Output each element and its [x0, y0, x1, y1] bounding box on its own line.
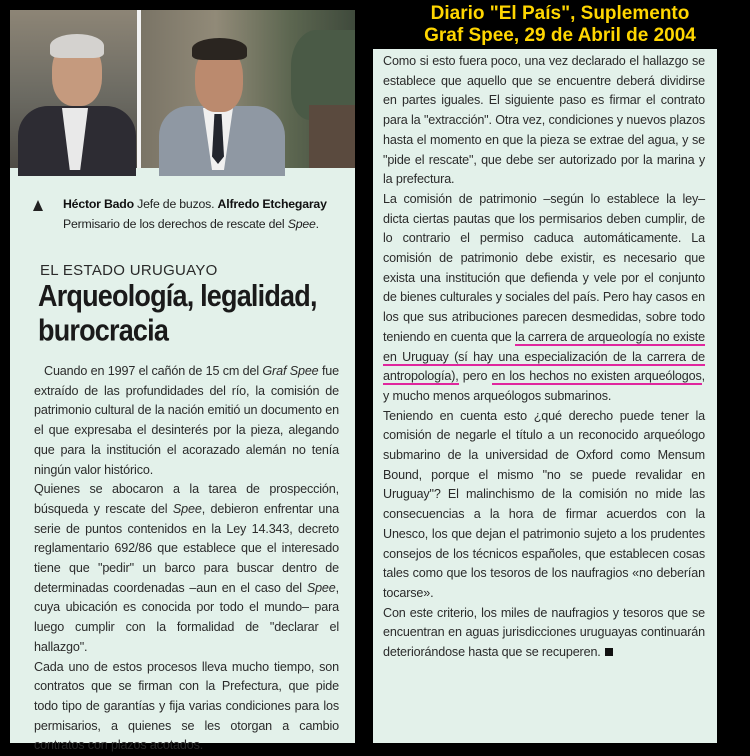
rp2-text-c: , y mucho menos arqueólogos submarinos. — [383, 369, 705, 403]
right-paragraph-1: Como si esto fuera poco, una vez declarado el hallazgo se establece que aquello que se encuentre deberá dividirse en partes iguales. El siguiente paso es firmar el contrato para la "extracción". Otra vez, condiciones y nuevos plazos hasta el momento en que la pieza se extrae del agua, y se "pide el rescate", que debe ser autorizado por la marina y la prefectura. — [383, 54, 705, 187]
caption-period: . — [315, 217, 319, 231]
p2-text-a: Quienes se abocaron a la tarea de prospección, búsqueda y rescate del — [34, 482, 339, 516]
p1-ship: Graf Spee — [262, 364, 319, 378]
caption-role-1: Jefe de buzos. — [137, 197, 215, 211]
left-column — [10, 10, 355, 753]
right-paragraph-4 — [383, 604, 705, 663]
caption-name-1: Héctor Bado — [63, 197, 134, 211]
source-header — [395, 3, 725, 47]
right-paragraph-3: Teniendo en cuenta esto ¿qué derecho puede tener la comisión de negarle el título a un reconocido arqueólogo submarino de la universidad de Oxford como Mensum Bound, porque el mismo "no se puede revalidar en Uruguay"? El malinchismo de la comisión no mide las consecuencias a la hora de firmar acuerdos con la Unesco, los que dejan el patrimonio sujeto a los prudentes consejos de los técnicos españoles, que establecen cosas tales como que los tesoros de los naufragios «no deberían tocarse». — [383, 408, 705, 600]
headline-line-2: burocracia — [38, 313, 169, 348]
p1-text-b: fue extraído de las profundidades del río, la comisión de patrimonio cultural de la nación emitió un documento en el que expresaba el desinterés por la pieza, alegando que para la institución el acorazado alemán no tenía ningún valor histórico. — [34, 364, 340, 477]
photo-two-men — [10, 10, 355, 168]
header-line-2: Graf Spee, 29 de Abril de 2004 — [424, 25, 696, 46]
header-line-1: Diario "El País", Suplemento — [430, 3, 690, 24]
photo-person-left — [10, 10, 137, 168]
caption-ship: Spee — [287, 217, 316, 231]
rp2-text-a: La comisión de patrimonio –según lo establece la ley– dicta ciertas pautas que los permisarios deben cumplir, de lo contrario el permiso caduca automáticamente. La comisión de patrimonio debe existir, es necesario que exista una institución que defienda y vele por el conjunto de bienes culturales y sociales del país. Pero hay casos en los que sus atribuciones parecen desmedidas, sobre todo teniendo en cuenta que — [383, 191, 705, 344]
caption-line-2 — [63, 217, 319, 231]
article-headline — [38, 279, 358, 348]
right-column — [373, 49, 717, 743]
left-paragraph-2 — [34, 480, 339, 657]
rp4-text: Con este criterio, los miles de naufragios y tesoros que se encuentran en aguas jurisdicciones uruguayas continuarán deteriorándose hasta que se recuperen. — [383, 605, 705, 660]
p2-text-c: , cuya ubicación es conocida por todo el mundo– para luego cumplir con la formalidad de "declarar el hallazgo". — [34, 580, 339, 654]
photo-caption — [10, 168, 355, 248]
photo-person-right — [141, 10, 355, 168]
p1-text-a: Cuando en 1997 el cañón de 15 cm del — [44, 364, 263, 378]
left-paragraph-3: Cada uno de estos procesos lleva mucho tiempo, son contratos que se firman con la Prefectura, que pide todo tipo de garantías y fija varias condiciones para los permisarios, a quienes se les otorgan a cambio contratos con plazos acotados. — [34, 659, 339, 753]
left-body-text — [34, 362, 339, 756]
left-paragraph-1 — [34, 362, 339, 480]
caption-role-2: Permisario de los derechos de rescate del — [63, 217, 285, 231]
headline-line-1: Arqueología, legalidad, — [38, 279, 317, 313]
rp2-text-b: pero — [458, 369, 492, 384]
right-paragraph-2 — [383, 190, 705, 407]
article-kicker: EL ESTADO URUGUAYO — [40, 262, 218, 279]
caption-name-2: Alfredo Etchegaray — [217, 197, 327, 211]
underlined-phrase-2: en los hechos no existen arqueólogos — [491, 369, 702, 384]
underlined-phrase-1: la carrera de arqueología no existe en Uruguay (sí hay una especialización de la carrera de antropología), — [383, 329, 705, 384]
right-body-text — [383, 52, 705, 663]
p2-text-b: , debieron enfrentar una serie de puntos contenidos en la Ley 14.343, decreto reglamentario 692/86 que establece que el interesado tiene que "pedir" un barco para buscar dentro de determinadas coordenadas –aun en el caso del — [34, 501, 339, 595]
p2-ship-2: Spee — [306, 580, 336, 595]
p2-ship-1: Spee — [172, 501, 202, 516]
caption-line-1 — [63, 197, 327, 211]
caption-arrow-icon — [33, 200, 43, 211]
end-mark-icon — [605, 648, 613, 656]
